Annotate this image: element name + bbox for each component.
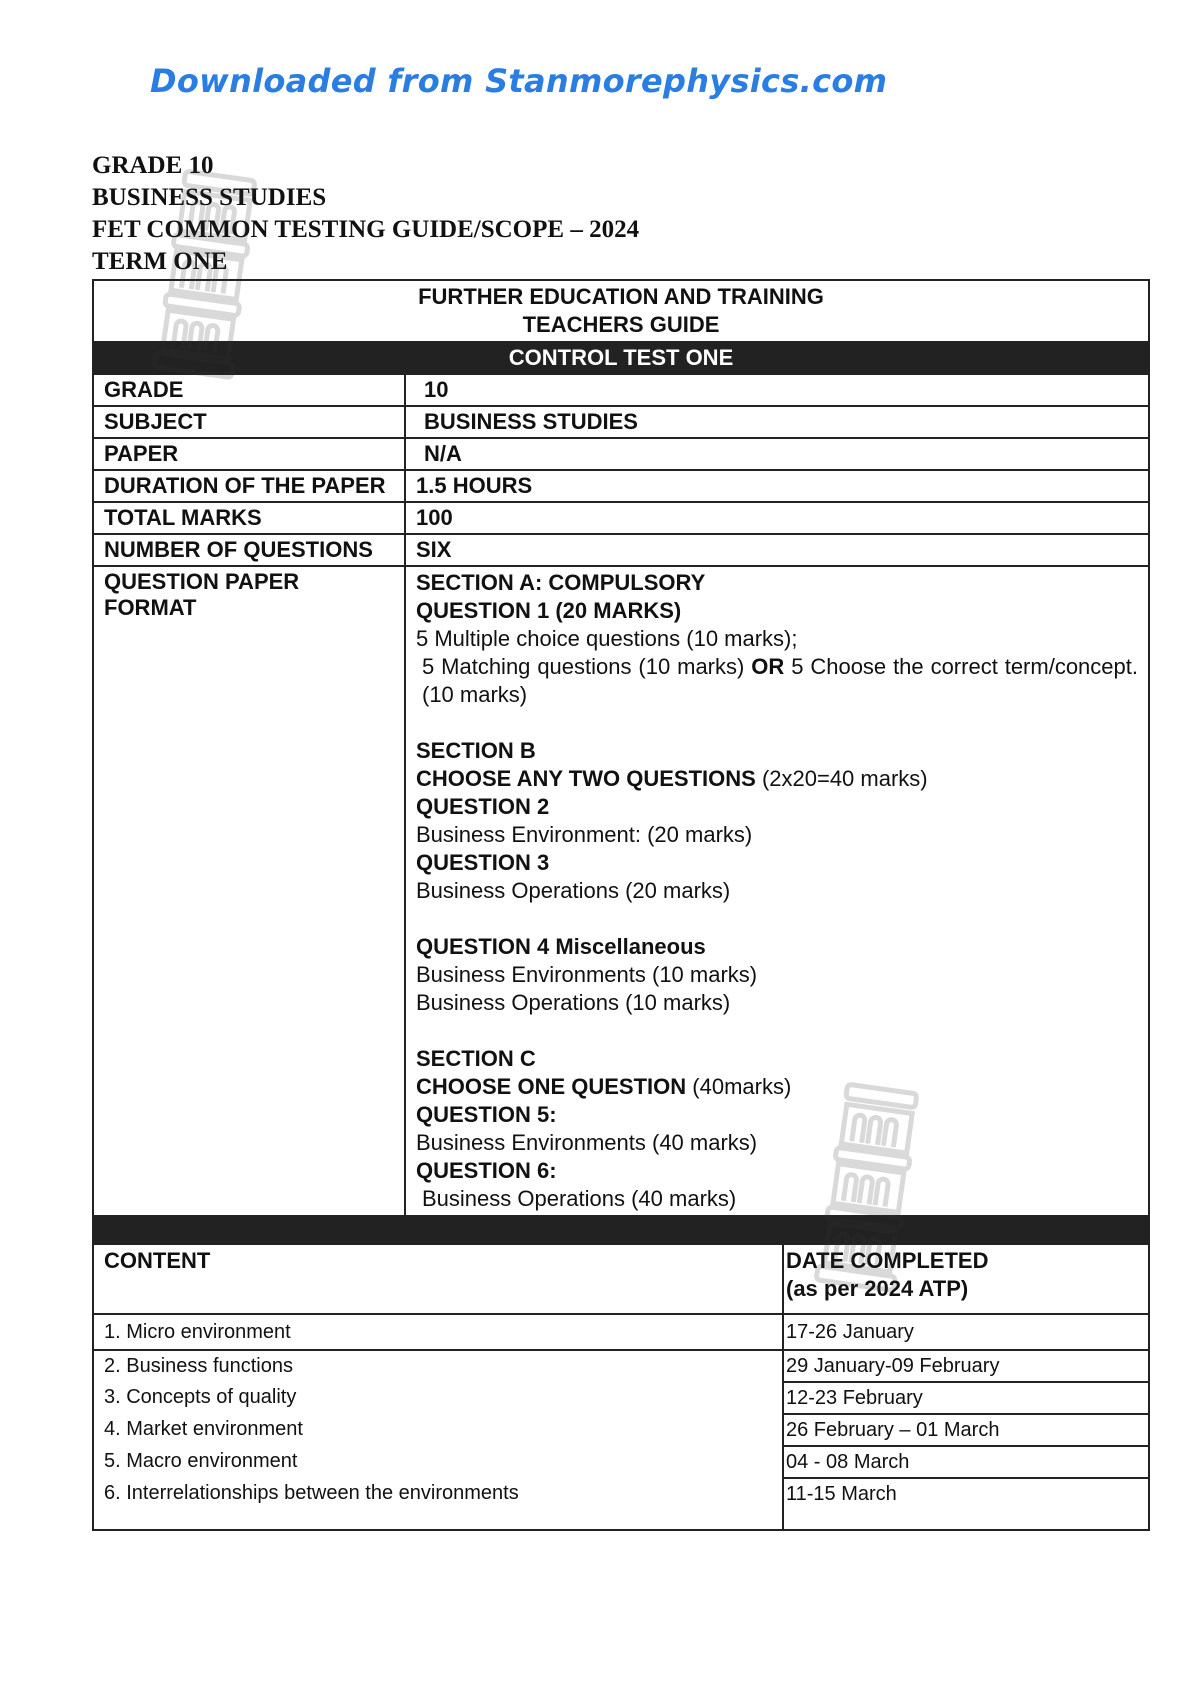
table-row (93, 1414, 1149, 1446)
question-3-heading: QUESTION 3 (416, 850, 550, 875)
content-header: CONTENT (93, 1244, 783, 1314)
content-item: 1. Micro environment (93, 1314, 783, 1350)
row-label: TOTAL MARKS (93, 502, 405, 534)
header-term: TERM ONE (92, 248, 228, 275)
row-label: DURATION OF THE PAPER (93, 470, 405, 502)
table-row (93, 1314, 1149, 1350)
date-header-line-2: (as per 2024 ATP) (786, 1276, 969, 1301)
header-subject: BUSINESS STUDIES (92, 184, 327, 211)
row-label: NUMBER OF QUESTIONS (93, 534, 405, 566)
table-row (93, 1478, 1149, 1530)
header-grade: GRADE 10 (92, 152, 214, 179)
title-line-2: TEACHERS GUIDE (522, 312, 720, 337)
content-date: 04 - 08 March (783, 1446, 1149, 1478)
content-date: 12-23 February (783, 1382, 1149, 1414)
row-value: N/A (405, 438, 1149, 470)
format-row (93, 566, 1149, 1216)
content-date: 26 February – 01 March (783, 1414, 1149, 1446)
content-date: 17-26 January (783, 1314, 1149, 1350)
question-2-heading: QUESTION 2 (416, 794, 550, 819)
table-row (93, 1382, 1149, 1414)
table-row (93, 534, 1149, 566)
question-4-heading: QUESTION 4 Miscellaneous (416, 934, 706, 959)
section-c-heading: SECTION C (416, 1046, 536, 1071)
row-label: PAPER (93, 438, 405, 470)
section-b-heading: SECTION B (416, 738, 536, 763)
row-value: BUSINESS STUDIES (405, 406, 1149, 438)
table-row (93, 470, 1149, 502)
choose-two-line (416, 765, 1138, 793)
download-banner: Downloaded from Stanmorephysics.com (150, 62, 888, 100)
matching-text: 5 Matching questions (10 marks) (422, 654, 745, 679)
format-details (405, 566, 1149, 1216)
or-text: OR (751, 654, 785, 679)
row-value: 100 (405, 502, 1149, 534)
content-item: 4. Market environment (93, 1414, 783, 1446)
question-1-line-2 (416, 653, 1138, 709)
choose-one-line (416, 1073, 1138, 1101)
question-2-text: Business Environment: (20 marks) (416, 822, 753, 847)
control-test-bar: CONTROL TEST ONE (93, 342, 1149, 374)
choose-two-heading: CHOOSE ANY TWO QUESTIONS (416, 766, 756, 791)
content-header-row (93, 1244, 1149, 1314)
question-3-text: Business Operations (20 marks) (416, 878, 731, 903)
content-item: 5. Macro environment (93, 1446, 783, 1478)
content-date: 11-15 March (783, 1478, 1149, 1530)
table-row (93, 406, 1149, 438)
question-4-text-1: Business Environments (10 marks) (416, 962, 758, 987)
title-line-1: FURTHER EDUCATION AND TRAINING (418, 284, 824, 309)
table-row (93, 502, 1149, 534)
row-value: SIX (405, 534, 1149, 566)
question-4-text-2: Business Operations (10 marks) (416, 990, 731, 1015)
tower-watermark-icon (812, 1078, 922, 1318)
question-1-heading: QUESTION 1 (20 MARKS) (416, 598, 682, 623)
question-1-line-1: 5 Multiple choice questions (10 marks); (416, 626, 798, 651)
table-row (93, 1350, 1149, 1382)
choose-one-marks: (40marks) (692, 1074, 792, 1099)
content-item: 6. Interrelationships between the environments (93, 1478, 783, 1530)
date-header-line-1: DATE COMPLETED (786, 1248, 989, 1273)
row-label: GRADE (93, 374, 405, 406)
format-label: QUESTION PAPER FORMAT (93, 566, 405, 1216)
tower-watermark-icon (150, 165, 260, 405)
question-6-heading: QUESTION 6: (416, 1158, 557, 1183)
choose-term-text: 5 Choose the correct term/concept. (10 marks) (422, 654, 1138, 707)
section-a-heading: SECTION A: COMPULSORY (416, 570, 706, 595)
content-item: 3. Concepts of quality (93, 1382, 783, 1414)
choose-one-heading: CHOOSE ONE QUESTION (416, 1074, 687, 1099)
question-6-text: Business Operations (40 marks) (422, 1186, 737, 1211)
question-5-heading: QUESTION 5: (416, 1102, 557, 1127)
separator-bar (93, 1216, 1149, 1244)
teachers-guide-table (92, 279, 1150, 1531)
content-item: 2. Business functions (93, 1350, 783, 1382)
row-value: 10 (405, 374, 1149, 406)
table-row (93, 1446, 1149, 1478)
row-label: SUBJECT (93, 406, 405, 438)
question-5-text: Business Environments (40 marks) (416, 1130, 758, 1155)
table-row (93, 438, 1149, 470)
row-value: 1.5 HOURS (405, 470, 1149, 502)
choose-two-marks: (2x20=40 marks) (761, 766, 928, 791)
content-date: 29 January-09 February (783, 1350, 1149, 1382)
header-guide: FET COMMON TESTING GUIDE/SCOPE – 2024 (92, 216, 640, 243)
